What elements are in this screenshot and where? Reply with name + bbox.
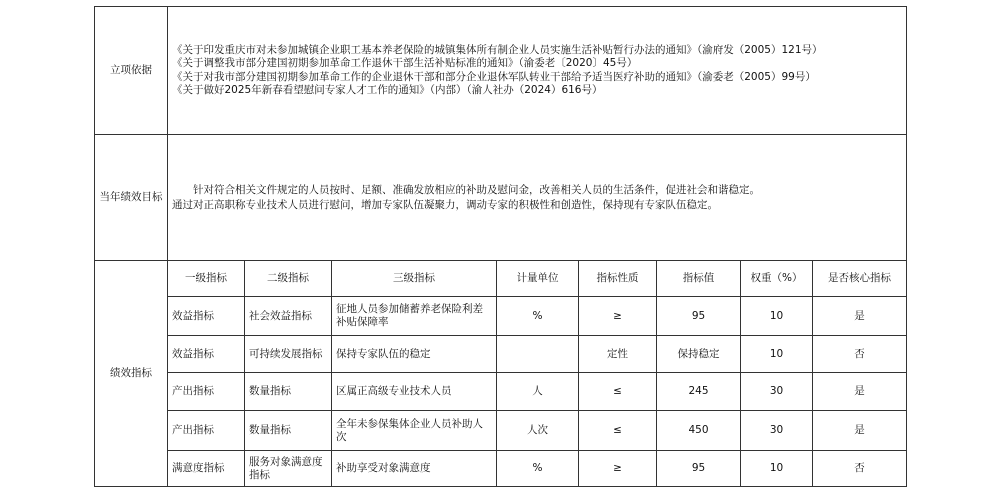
- core-cell: 否: [813, 451, 907, 487]
- table-row: [95, 297, 907, 336]
- header-cell: 三级指标: [332, 261, 497, 297]
- header-cell: 是否核心指标: [813, 261, 907, 297]
- level2-cell: 数量指标: [245, 373, 332, 411]
- header-cell: 一级指标: [168, 261, 245, 297]
- weight-cell: 10: [741, 297, 813, 336]
- indicator-header-row: [95, 261, 907, 297]
- table-row: [95, 451, 907, 487]
- unit-cell: 人: [497, 373, 579, 411]
- basis-line: 《关于做好2025年新春看望慰问专家人才工作的通知》（内部）（渝人社办（2024）616号）: [172, 84, 603, 96]
- nature-cell: ≤: [579, 373, 657, 411]
- level1-cell: 产出指标: [168, 373, 245, 411]
- core-cell: 否: [813, 336, 907, 373]
- level2-cell: 数量指标: [245, 411, 332, 451]
- basis-line: 《关于对我市部分建国初期参加革命工作的企业退休干部和部分企业退休军队转业干部给予适当医疗补助的通知》（渝委老（2005）99号）: [172, 70, 816, 83]
- weight-cell: 10: [741, 451, 813, 487]
- basis-line: 《关于调整我市部分建国初期参加革命工作退休干部生活补贴标准的通知》（渝委老〔2020〕45号）: [172, 57, 638, 69]
- core-cell: 是: [813, 373, 907, 411]
- unit-cell: 人次: [497, 411, 579, 451]
- level2-cell: 服务对象满意度指标: [245, 451, 332, 487]
- goal-line: 针对符合相关文件规定的人员按时、足额、准确发放相应的补助及慰问金，改善相关人员的生活条件，促进社会和谐稳定。: [193, 183, 760, 196]
- value-cell: 245: [657, 373, 741, 411]
- basis-label: 立项依据: [95, 7, 168, 135]
- level1-cell: 效益指标: [168, 297, 245, 336]
- header-cell: 二级指标: [245, 261, 332, 297]
- basis-row: [95, 7, 907, 135]
- level2-cell: 社会效益指标: [245, 297, 332, 336]
- weight-cell: 10: [741, 336, 813, 373]
- level1-cell: 满意度指标: [168, 451, 245, 487]
- level3-cell: 保持专家队伍的稳定: [332, 336, 497, 373]
- performance-target-table: [94, 6, 907, 487]
- header-cell: 计量单位: [497, 261, 579, 297]
- unit-cell: %: [497, 451, 579, 487]
- level1-cell: 产出指标: [168, 411, 245, 451]
- table-row: [95, 373, 907, 411]
- level1-cell: 效益指标: [168, 336, 245, 373]
- value-cell: 95: [657, 297, 741, 336]
- basis-line: 《关于印发重庆市对未参加城镇企业职工基本养老保险的城镇集体所有制企业人员实施生活补贴暂行办法的通知》（渝府发（2005）121号）: [172, 43, 823, 56]
- goal-row: [95, 135, 907, 261]
- unit-cell: %: [497, 297, 579, 336]
- nature-cell: 定性: [579, 336, 657, 373]
- weight-cell: 30: [741, 373, 813, 411]
- header-cell: 指标性质: [579, 261, 657, 297]
- table-row: [95, 411, 907, 451]
- value-cell: 95: [657, 451, 741, 487]
- level2-cell: 可持续发展指标: [245, 336, 332, 373]
- goal-line: 通过对正高职称专业技术人员进行慰问，增加专家队伍凝聚力，调动专家的积极性和创造性，保持现有专家队伍稳定。: [172, 198, 718, 211]
- goal-label: 当年绩效目标: [95, 135, 168, 261]
- level3-cell: 补助享受对象满意度: [332, 451, 497, 487]
- value-cell: 450: [657, 411, 741, 451]
- level3-cell: 区属正高级专业技术人员: [332, 373, 497, 411]
- table-row: [95, 336, 907, 373]
- indicators-label: 绩效指标: [95, 261, 168, 487]
- header-cell: 指标值: [657, 261, 741, 297]
- header-cell: 权重（%）: [741, 261, 813, 297]
- core-cell: 是: [813, 411, 907, 451]
- nature-cell: ≥: [579, 451, 657, 487]
- nature-cell: ≥: [579, 297, 657, 336]
- goal-content: [168, 135, 907, 261]
- level3-cell: 全年未参保集体企业人员补助人次: [332, 411, 497, 451]
- unit-cell: [497, 336, 579, 373]
- value-cell: 保持稳定: [657, 336, 741, 373]
- core-cell: 是: [813, 297, 907, 336]
- nature-cell: ≤: [579, 411, 657, 451]
- weight-cell: 30: [741, 411, 813, 451]
- level3-cell: 征地人员参加储蓄养老保险利差补贴保障率: [332, 297, 497, 336]
- basis-content: [168, 7, 907, 135]
